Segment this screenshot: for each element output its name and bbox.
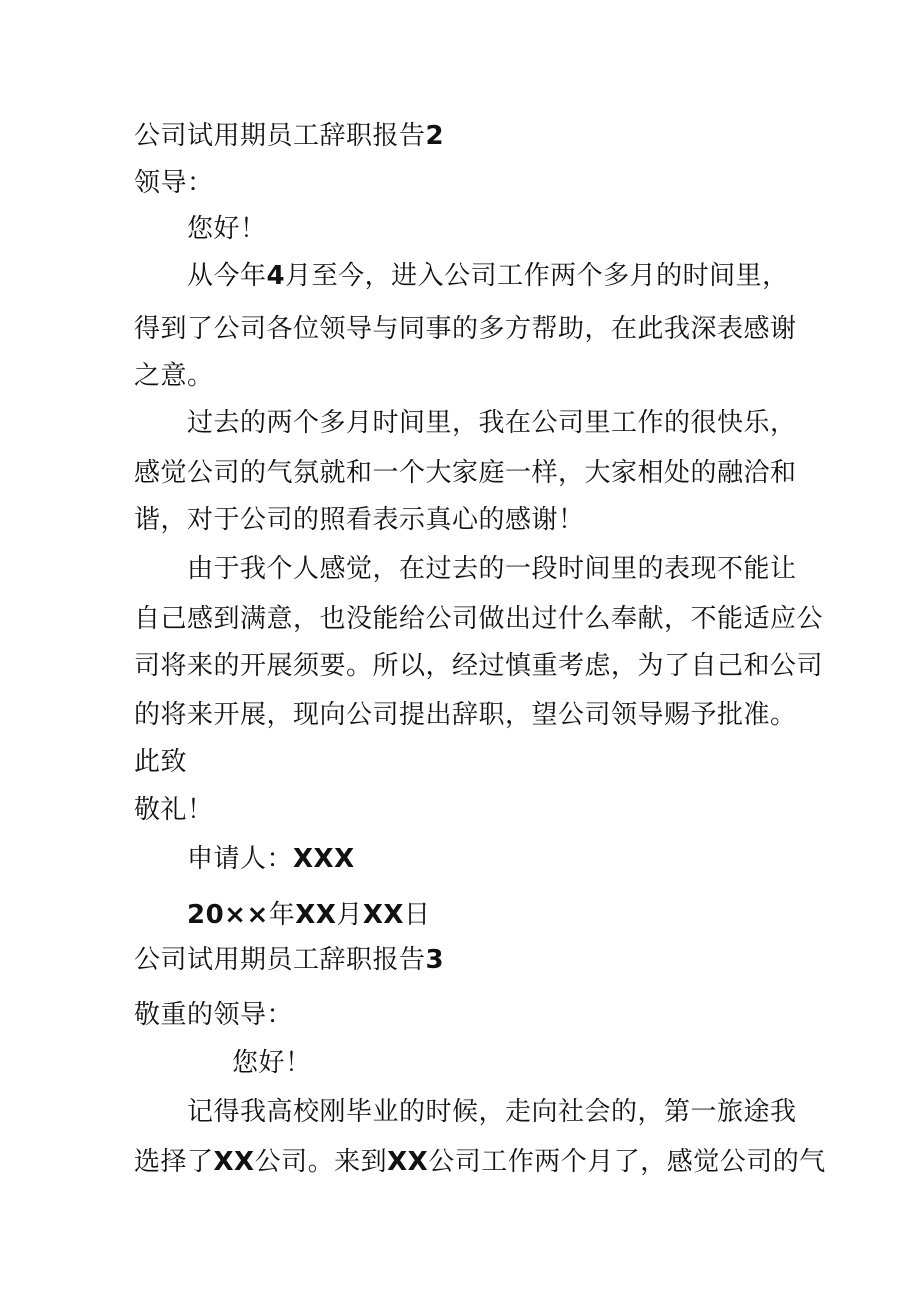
report-3-paragraph-1-line-1: 记得我高校刚毕业的时候，走向社会的，第一旅途我 xyxy=(187,1097,797,1127)
report-2-paragraph-3-line-1: 由于我个人感觉，在过去的一段时间里的表现不能让 xyxy=(187,554,797,584)
report-3-salutation: 敬重的领导： xyxy=(134,1000,294,1030)
report-2-paragraph-1-line-1: 从今年4月至今，进入公司工作两个多月的时间里， xyxy=(187,261,789,291)
report-2-closing-line-1: 此致 xyxy=(134,747,188,777)
report-2-paragraph-2-line-2: 感觉公司的气氛就和一个大家庭一样，大家相处的融洽和 xyxy=(134,458,797,488)
report-2-paragraph-3-line-2: 自己感到满意，也没能给公司做出过什么奉献，不能适应公 xyxy=(134,604,824,634)
report-2-paragraph-1-line-3: 之意。 xyxy=(134,361,214,391)
report-3-title: 公司试用期员工辞职报告3 xyxy=(134,945,445,975)
report-3-greeting: 您好！ xyxy=(232,1048,312,1078)
report-2-date: 20××年XX月XX日 xyxy=(187,900,431,930)
report-2-title: 公司试用期员工辞职报告2 xyxy=(134,121,445,151)
report-2-closing-line-2: 敬礼！ xyxy=(134,795,214,825)
report-2-greeting: 您好！ xyxy=(187,214,267,244)
report-2-applicant: 申请人：XXX xyxy=(187,844,355,874)
report-2-paragraph-2-line-1: 过去的两个多月时间里，我在公司里工作的很快乐， xyxy=(187,408,797,438)
report-2-paragraph-1-line-2: 得到了公司各位领导与同事的多方帮助，在此我深表感谢 xyxy=(134,314,797,344)
report-2-paragraph-3-line-3: 司将来的开展须要。所以，经过慎重考虑，为了自己和公司 xyxy=(134,651,824,681)
report-2-salutation: 领导： xyxy=(134,168,214,198)
report-2-paragraph-2-line-3: 谐，对于公司的照看表示真心的感谢！ xyxy=(134,505,585,535)
report-3-paragraph-1-line-2: 选择了XX公司。来到XX公司工作两个月了，感觉公司的气 xyxy=(134,1147,826,1177)
report-2-paragraph-3-line-4: 的将来开展，现向公司提出辞职，望公司领导赐予批准。 xyxy=(134,700,797,730)
